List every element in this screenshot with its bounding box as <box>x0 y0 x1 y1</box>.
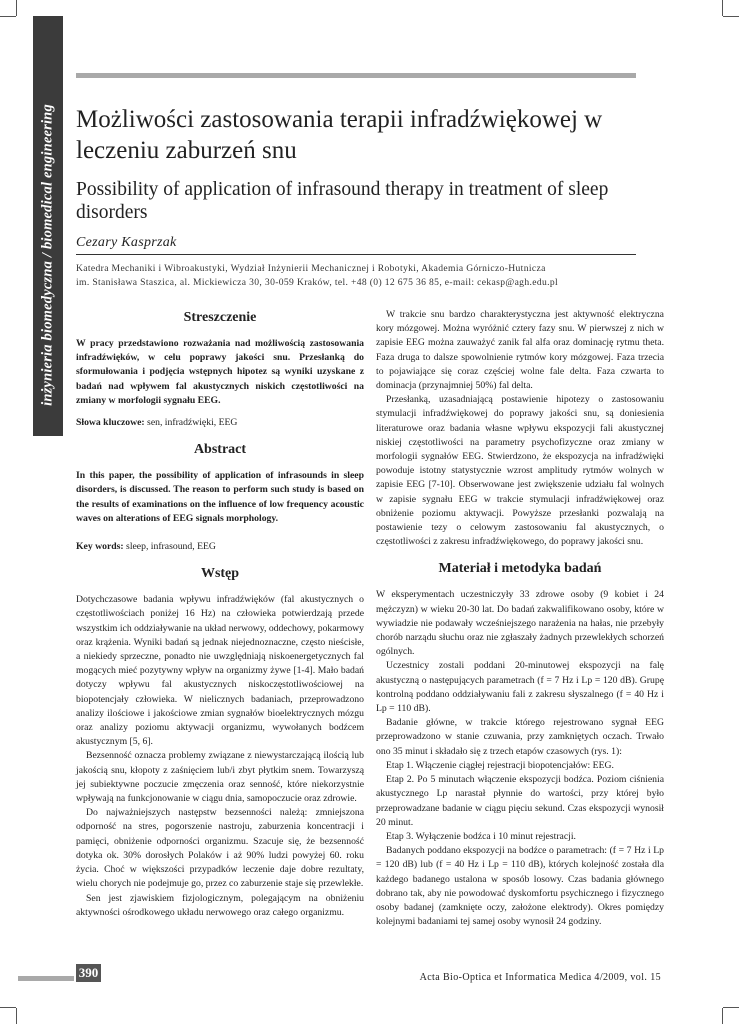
step-item: Etap 3. Wyłączenie bodźca i 10 minut rejestracji. <box>386 830 576 842</box>
paragraph: W trakcie snu bardzo charakterystyczna jest aktywność elektryczna kory mózgowej. Można wyróżnić cztery fazy snu. W pierwszej z nich w zapisie EEG można zauważyć zanik fal alfa oraz dominację rytmu theta. Faza druga to dalsze spowolnienie rytmów kory mózgowej. Faza trzecia to pojawiające się coraz częściej wolne fale delta. Faza czwarta to dominacja (przynajmniej 50%) fal delta. <box>376 309 664 392</box>
abstract-heading: Abstract <box>193 442 247 458</box>
section-label-text: inżynieria biomedyczna / biomedical engineering <box>39 104 56 406</box>
crop-mark <box>723 1007 739 1008</box>
slowa-kluczowe-text: sen, infradźwięki, EEG <box>144 417 238 429</box>
crop-mark <box>0 1007 16 1008</box>
header-rule <box>76 73 636 78</box>
paragraph: W eksperymentach uczestniczyły 33 zdrowe osoby (9 kobiet i 24 mężczyzn) w wieku 20-30 lat. Do badań zakwalifikowano osoby, które w wywiadzie nie podawały wcześniejszego narażenia na hałas, nie przebyły chorób narządu słuchu oraz nie zgłaszały żadnych przewlekłych schorzeń ogólnych. <box>376 589 664 658</box>
author-rule <box>76 254 636 255</box>
paragraph: Sen jest zjawiskiem fizjologicznym, polegającym na obniżeniu aktywności ośrodkowego układu nerwowego oraz całego organizmu. <box>76 892 364 918</box>
title-english: Possibility of application of infrasound therapy in treatment of sleep disorders <box>76 179 609 223</box>
author-name: Cezary Kasprzak <box>76 235 177 250</box>
crop-mark <box>722 0 723 16</box>
paragraph: Uczestnicy zostali poddani 20-minutowej ekspozycji na falę akustyczną o następujących parametrach (f = 7 Hz i Lp = 120 dB). Grupę kontrolną poddano oddziaływaniu fali z zakresu słyszalnego (f = 40 Hz i Lp = 110 dB). <box>376 660 664 715</box>
streszczenie-text: W pracy przedstawiono rozważania nad możliwością zastosowania infradźwięków, w celu poprawy jakości snu. Przesłanką do sformułowania i podjęcia wstępnych hipotez są wyniki uzyskane z badań nad wpływem fal akustycznych niskich częstotliwości na zmiany w morfologii sygnału EEG. <box>76 338 364 406</box>
key-words-text: sleep, infrasound, EEG <box>123 541 216 553</box>
paragraph: Do najważniejszych następstw bezsenności należą: zmniejszona odporność na stres, pogorszenie nastroju, zaburzenia koncentracji i pamięci, obniżenie odporności organizmu. Szacuje się, że bezsenność dotyka ok. 30% dorosłych Polaków i aż 90% ludzi powyżej 60. roku życia. Choć w większości przypadków leczenie daje dobre rezultaty, wielu chorych nie podejmuje go, przez co zaburzenie staje się przewlekłe. <box>76 807 364 890</box>
page-number: 390 <box>76 964 101 982</box>
abstract-text: In this paper, the possibility of application of infrasounds in sleep disorders, is discussed. The reason to perform such study is based on the results of examinations on the influence of low frequency acoustic waves on alterations of EEG signals morphology. <box>76 470 364 524</box>
right-column <box>376 308 664 929</box>
crop-mark <box>723 16 739 17</box>
paragraph: Bezsenność oznacza problemy związane z niewystarczającą ilością lub jakością snu, kłopoty z zaśnięciem lub/i zbyt płytkim snem. Towarzyszą jej subiektywne poczucie zmęczenia oraz senność, które niekorzystnie wpływają na funkcjonowanie w ciągu dnia, samopoczucie oraz zdrowie. <box>76 750 364 805</box>
crop-mark <box>16 0 17 16</box>
paragraph: Badanie główne, w trakcie którego rejestrowano sygnał EEG przeprowadzono w stanie czuwania, przy zamkniętych oczach. Trwało ono 35 minut i składało się z trzech etapów czasowych (rys. 1): <box>376 717 664 757</box>
title-polish: Możliwości zastosowania terapii infradźwiękowej w leczeniu zaburzeń snu <box>76 106 603 164</box>
slowa-kluczowe-label: Słowa kluczowe: <box>76 417 145 429</box>
crop-mark <box>16 1008 17 1024</box>
streszczenie-heading: Streszczenie <box>183 310 257 325</box>
affiliation-line: im. Stanisława Staszica, al. Mickiewicza 30, 30-059 Kraków, tel. +48 (0) 12 675 36 85, e-mail: cekasp@agh.edu.pl <box>76 277 559 288</box>
wstep-heading: Wstęp <box>200 566 240 582</box>
step-item: Etap 1. Włączenie ciągłej rejestracji biopotencjałów: EEG. <box>386 759 614 771</box>
key-words <box>76 540 364 554</box>
step-item: Etap 2. Po 5 minutach włączenie ekspozycji bodźca. Poziom ciśnienia akustycznego Lp narastał płynnie do wartości, przy której było przeprowadzane badanie w ciągu pięciu sekund. Czas ekspozycji wynosił 20 minut. <box>376 774 664 828</box>
footer-rule <box>18 976 74 981</box>
paragraph: Przesłanką, uzasadniającą postawienie hipotezy o zastosowaniu stymulacji infradźwiękowej do poprawy jakości snu, są doniesienia literaturowe oraz badania własne wpływu ekspozycji fali akustycznej niskiej częstotliwości na parametry psychofizyczne oraz zmiany w morfologii sygnałów EEG. Stwierdzono, że ekspozycja na infradźwięki powoduje istotny statystycznie wzrost amplitudy rytmów wolnych w zapisie EEG [7-10]. Obserwowane jest zwiększenie udziału fal wolnych w zapisie sygnału EEG w trakcie stymulacji infradźwiękowej oraz obniżenie poziomu aktywacji. Powyższe przesłanki pozwalają na postawienie tezy o celowym zastosowaniu fal akustycznych, o częstotliwości z zakresu infradźwiękowego, do poprawy jakości snu. <box>376 394 664 548</box>
journal-citation: Acta Bio-Optica et Informatica Medica 4/2009, vol. 15 <box>419 972 661 983</box>
key-words-label: Key words: <box>76 541 124 553</box>
paragraph: Badanych poddano ekspozycji na bodźce o parametrach: (f = 7 Hz i Lp = 120 dB) lub (f = 40 Hz i Lp = 110 dB), których kolejność została dla każdego badanego ustalona w sposób losowy. Czas badania głównego dobrano tak, aby nie powodować dyskomfortu psychicznego i fizycznego osoby badanej (zamknięte oczy, założone elektrody). Okres pomiędzy kolejnymi badaniami tej samej osoby wynosił 24 godziny. <box>376 845 664 928</box>
paragraph: Dotychczasowe badania wpływu infradźwięków (fal akustycznych o częstotliwościach poniżej 16 Hz) na człowieka potwierdzają przede wszystkim ich oddziaływanie na układ nerwowy, oddechowy, pokarmowy oraz krążenia. Wyniki badań są jednak niejednoznaczne, często nieścisłe, a niekiedy sprzeczne, ponadto nie uwzględniają niskoenergetycznych fal mogących mieć pozytywny wpływ na organizmy żywe [1-4]. Mało badań dotyczy wpływu fal akustycznych niskoczęstotliwościowej na biopotencjały człowieka. W nielicznych badaniach, przeprowadzono analizy ilościowe i jakościowe zmian sygnałów bioelektrycznych mózgu oraz analizy poziomu aktywacji organizmu, wywołanych bodźcem akustycznym [5, 6]. <box>76 594 364 748</box>
crop-mark <box>722 1008 723 1024</box>
left-column <box>76 308 364 920</box>
affiliation-line: Katedra Mechaniki i Wibroakustyki, Wydział Inżynierii Mechanicznej i Robotyki, Akademia Górniczo-Hutnicza <box>76 263 546 274</box>
section-label <box>33 16 63 436</box>
material-heading: Materiał i metodyka badań <box>438 561 602 577</box>
affiliation <box>76 262 646 290</box>
crop-mark <box>0 16 16 17</box>
slowa-kluczowe <box>76 416 364 430</box>
